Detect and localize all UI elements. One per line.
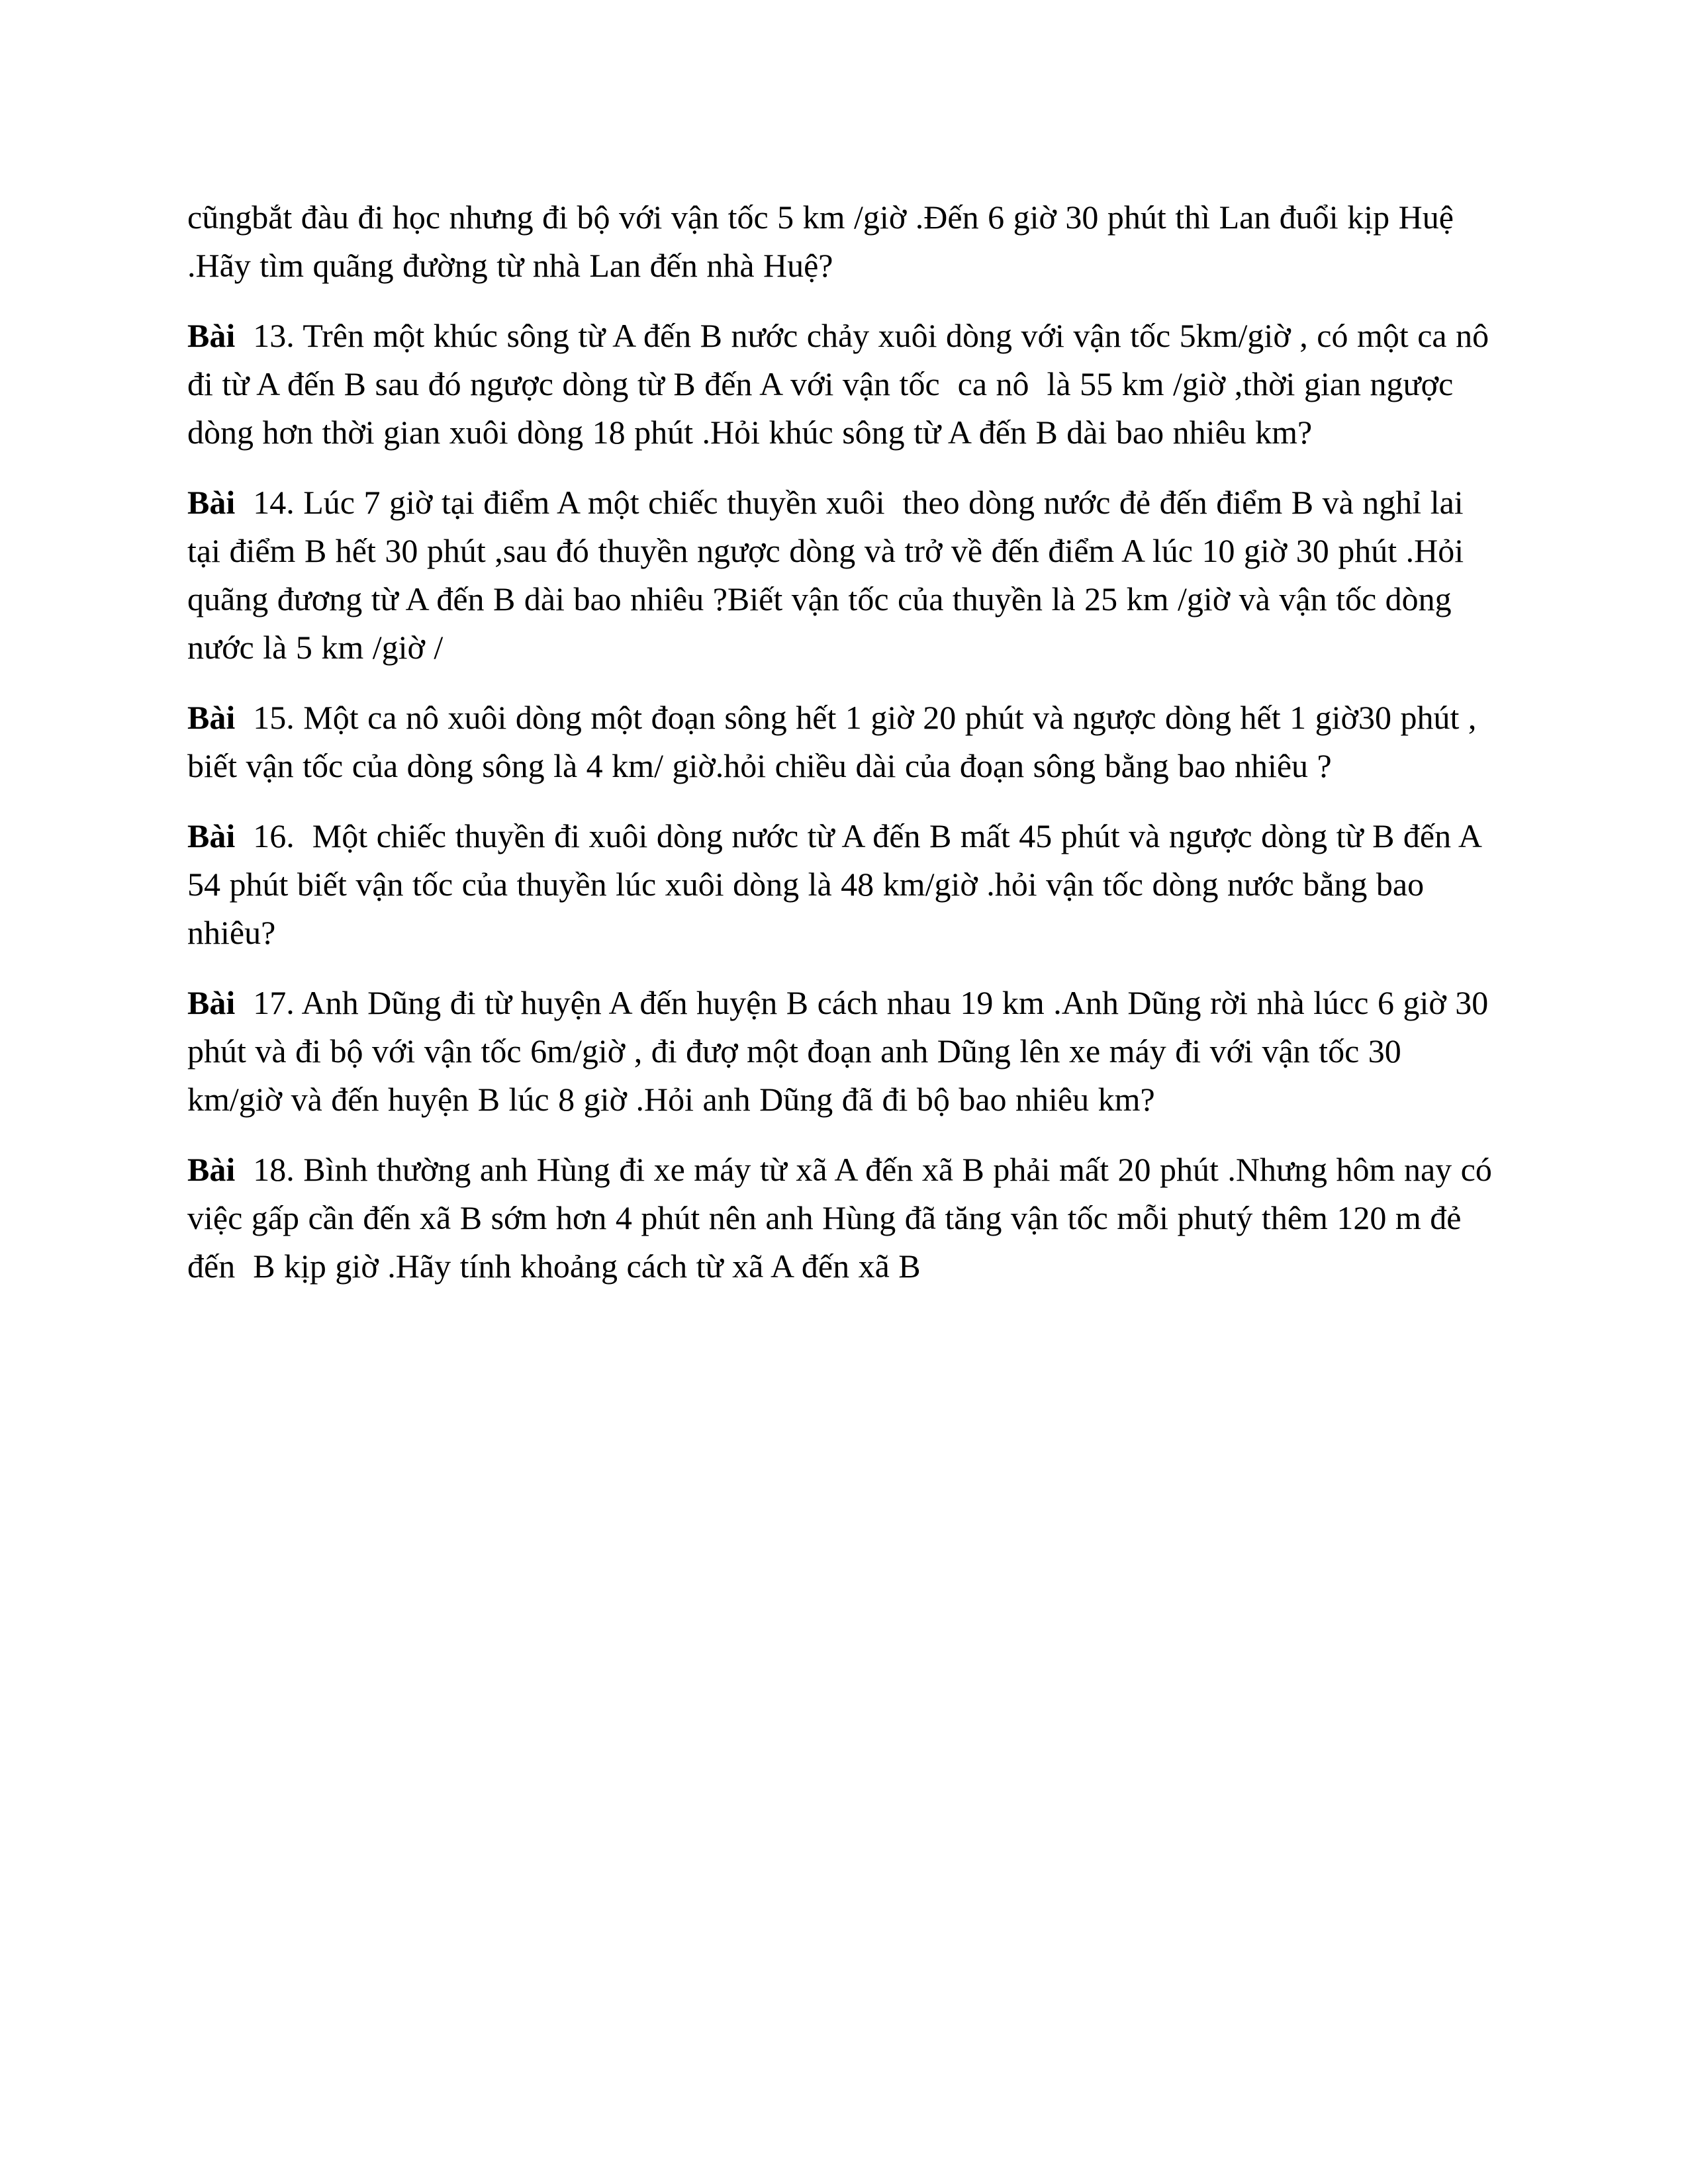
- problem-16-label: Bài: [187, 817, 236, 854]
- problem-17-label: Bài: [187, 984, 236, 1021]
- problem-14-number: 14.: [235, 484, 295, 521]
- problem-17: [187, 979, 1504, 1124]
- problem-17-text: Anh Dũng đi từ huyện A đến huyện B cách nhau 19 km .Anh Dũng rời nhà lúcc 6 giờ 30 phút và đi bộ với vận tốc 6m/giờ , đi đượ một đoạn anh Dũng lên xe máy đi với vận tốc 30 km/giờ và đến huyện B lúc 8 giờ .Hỏi anh Dũng đã đi bộ bao nhiêu km?: [187, 984, 1497, 1118]
- problem-13-number: 13.: [235, 317, 295, 354]
- problem-18-number: 18.: [235, 1151, 295, 1188]
- problem-13-label: Bài: [187, 317, 236, 354]
- problem-16-number: 16.: [235, 817, 295, 854]
- paragraph-intro: cũngbắt đàu đi học nhưng đi bộ với vận tốc 5 km /giờ .Đến 6 giờ 30 phút thì Lan đuổi kịp Huệ .Hãy tìm quãng đường từ nhà Lan đến nhà Huệ?: [187, 199, 1463, 284]
- problem-14-text: Lúc 7 giờ tại điểm A một chiếc thuyền xuôi theo dòng nước đẻ đến điểm B và nghỉ lai tại điểm B hết 30 phút ,sau đó thuyền ngược dòng và trở về đến điểm A lúc 10 giờ 30 phút .Hỏi quãng đương từ A đến B dài bao nhiêu ?Biết vận tốc của thuyền là 25 km /giờ và vận tốc dòng nước là 5 km /giờ /: [187, 484, 1473, 666]
- problem-15: [187, 694, 1504, 790]
- problem-14: [187, 478, 1504, 672]
- problem-16-text: Một chiếc thuyền đi xuôi dòng nước từ A đến B mất 45 phút và ngược dòng từ B đến A 54 phút biết vận tốc của thuyền lúc xuôi dòng là 48 km/giờ .hỏi vận tốc dòng nước bằng bao nhiêu?: [187, 817, 1489, 951]
- problem-13: [187, 312, 1504, 457]
- problem-17-number: 17.: [235, 984, 295, 1021]
- problem-15-label: Bài: [187, 699, 236, 736]
- problem-18-text: Bình thường anh Hùng đi xe máy từ xã A đến xã B phải mất 20 phút .Nhưng hôm nay có việc gấp cần đến xã B sớm hơn 4 phút nên anh Hùng đã tăng vận tốc mỗi phutý thêm 120 m đẻ đến B kịp giờ .Hãy tính khoảng cách từ xã A đến xã B: [187, 1151, 1501, 1285]
- problem-14-label: Bài: [187, 484, 236, 521]
- problem-18: [187, 1146, 1504, 1291]
- problem-15-number: 15.: [235, 699, 295, 736]
- problem-13-text: Trên một khúc sông từ A đến B nước chảy xuôi dòng với vận tốc 5km/giờ , có một ca nô đi từ A đến B sau đó ngược dòng từ B đến A với vận tốc ca nô là 55 km /giờ ,thời gian ngược dòng hơn thời gian xuôi dòng 18 phút .Hỏi khúc sông từ A đến B dài bao nhiêu km?: [187, 317, 1498, 451]
- problem-16: [187, 812, 1504, 957]
- problem-15-text: Một ca nô xuôi dòng một đoạn sông hết 1 giờ 20 phút và ngược dòng hết 1 giờ30 phút , biết vận tốc của dòng sông là 4 km/ giờ.hỏi chiều dài của đoạn sông bằng bao nhiêu ?: [187, 699, 1485, 784]
- problem-18-label: Bài: [187, 1151, 236, 1188]
